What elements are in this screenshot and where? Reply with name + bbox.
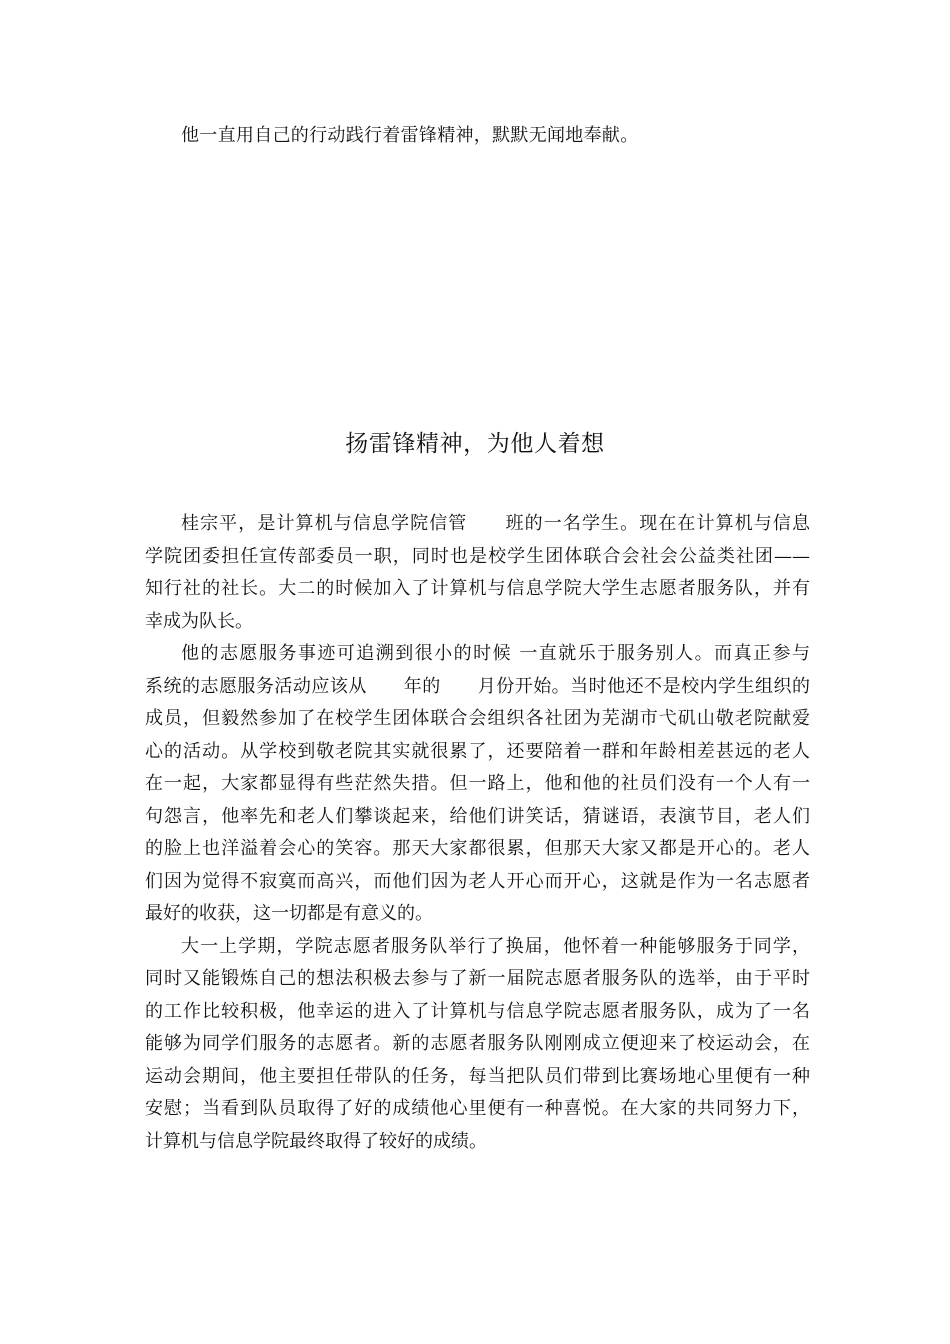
article-title: 扬雷锋精神，为他人着想 bbox=[345, 431, 605, 457]
body-line: 桂宗平，是计算机与信息学院信管 班的一名学生。现在在计算机与信息 bbox=[181, 513, 810, 534]
body-line: 知行社的社长。大二的时候加入了计算机与信息学院大学生志愿者服务队，并有 bbox=[145, 578, 810, 599]
body-line: 幸成为队长。 bbox=[145, 610, 253, 632]
body-line: 的工作比较积极，他幸运的进入了计算机与信息学院志愿者服务队，成为了一名 bbox=[145, 1000, 810, 1022]
body-line: 成员，但毅然参加了在校学生团体联合会组织各社团为芜湖市弋矶山敬老院献爱 bbox=[145, 708, 810, 729]
body-line: 计算机与信息学院最终取得了较好的成绩。 bbox=[145, 1130, 487, 1152]
body-line: 大一上学期，学院志愿者服务队举行了换届，他怀着一种能够服务于同学， bbox=[181, 935, 810, 957]
body-line: 最好的收获，这一切都是有意义的。 bbox=[145, 903, 433, 924]
body-line: 们因为觉得不寂寞而高兴，而他们因为老人开心而开心，这就是作为一名志愿者 bbox=[145, 870, 810, 892]
intro-sentence: 他一直用自己的行动践行着雷锋精神，默默无闻地奉献。 bbox=[181, 125, 639, 146]
body-line: 句怨言，他率先和老人们攀谈起来，给他们讲笑话，猜谜语，表演节目，老人们 bbox=[145, 805, 810, 827]
body-line: 他的志愿服务事迹可追溯到很小的时候 一直就乐于服务别人。而真正参与 bbox=[181, 643, 810, 664]
article-body bbox=[145, 508, 810, 1158]
body-line: 能够为同学们服务的志愿者。新的志愿者服务队刚刚成立便迎来了校运动会，在 bbox=[145, 1033, 810, 1054]
body-line: 系统的志愿服务活动应该从 年的 月份开始。当时他还不是校内学生组织的 bbox=[145, 675, 810, 697]
body-line: 的脸上也洋溢着会心的笑容。那天大家都很累，但那天大家又都是开心的。老人 bbox=[145, 838, 810, 859]
body-line: 安慰；当看到队员取得了好的成绩他心里便有一种喜悦。在大家的共同努力下， bbox=[145, 1098, 810, 1119]
body-line: 运动会期间，他主要担任带队的任务，每当把队员们带到比赛场地心里便有一种 bbox=[145, 1065, 810, 1087]
body-line: 学院团委担任宣传部委员一职，同时也是校学生团体联合会社会公益类社团—— bbox=[145, 545, 810, 567]
body-line: 在一起，大家都显得有些茫然失措。但一路上，他和他的社员们没有一个人有一 bbox=[145, 773, 810, 794]
body-line: 同时又能锻炼自己的想法积极去参与了新一届院志愿者服务队的选举，由于平时 bbox=[145, 968, 810, 989]
body-line: 心的活动。从学校到敬老院其实就很累了，还要陪着一群和年龄相差甚远的老人 bbox=[145, 740, 810, 762]
